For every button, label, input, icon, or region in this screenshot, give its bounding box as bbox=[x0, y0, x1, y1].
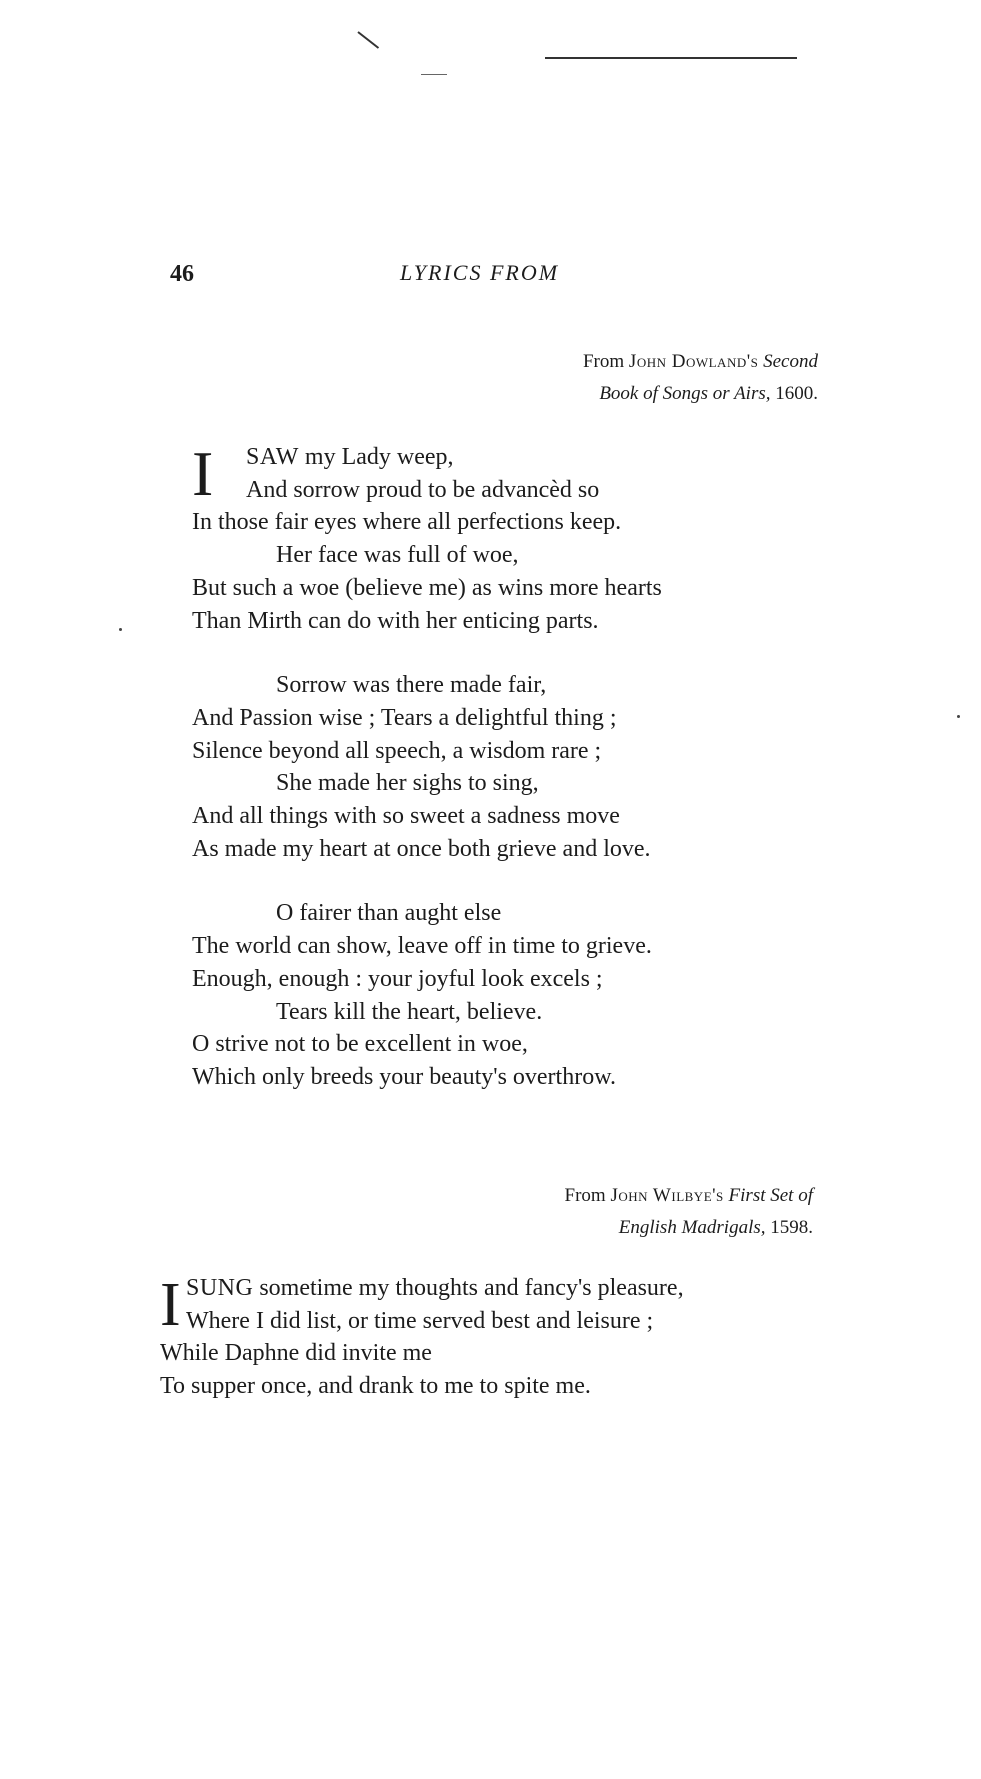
verse-line: O strive not to be excellent in woe, bbox=[192, 1031, 528, 1058]
verse-line: Which only breeds your beauty's overthrow. bbox=[192, 1063, 616, 1090]
verse-line: Where I did list, or time served best and leisure ; bbox=[186, 1307, 654, 1334]
first-word: SUNG bbox=[186, 1275, 254, 1301]
verse-line: Enough, enough : your joyful look excels ; bbox=[192, 965, 603, 992]
first-word: SAW bbox=[246, 444, 299, 470]
poem-dowland bbox=[192, 438, 662, 1126]
publication-year: 1600. bbox=[775, 383, 818, 404]
publication-year: 1598. bbox=[770, 1217, 813, 1238]
drop-cap: I bbox=[160, 1271, 181, 1339]
verse-line: As made my heart at once both grieve and love. bbox=[192, 835, 651, 862]
scan-dot bbox=[119, 628, 122, 631]
book-title: Second bbox=[763, 351, 818, 372]
scan-mark bbox=[421, 74, 447, 75]
running-head: LYRICS FROM bbox=[400, 260, 560, 285]
book-title: Book of Songs or Airs, bbox=[599, 383, 771, 404]
stanza bbox=[192, 669, 662, 865]
source-line-2 bbox=[565, 1212, 813, 1244]
source-line-2 bbox=[583, 378, 818, 410]
verse-line: O fairer than aught else bbox=[276, 900, 502, 927]
book-title: English Madrigals, bbox=[618, 1217, 766, 1238]
scan-rule bbox=[545, 57, 797, 59]
source-prefix: From bbox=[564, 1185, 611, 1206]
verse-line: Than Mirth can do with her enticing parts. bbox=[192, 607, 599, 634]
drop-cap: I bbox=[192, 438, 214, 509]
verse-line: Her face was full of woe, bbox=[276, 542, 519, 569]
scan-mark bbox=[357, 31, 379, 49]
verse-line: While Daphne did invite me bbox=[160, 1340, 432, 1367]
verse-line: Sorrow was there made fair, bbox=[276, 672, 547, 699]
verse-line: And sorrow proud to be advancèd so bbox=[246, 476, 600, 503]
source-attribution bbox=[583, 346, 818, 410]
first-line-text: my Lady weep, bbox=[298, 444, 454, 470]
first-line-text: sometime my thoughts and fancy's pleasure, bbox=[253, 1275, 684, 1301]
composer-name: John Dowland's bbox=[628, 351, 759, 372]
verse-line: And Passion wise ; Tears a delightful thing ; bbox=[192, 704, 617, 731]
source-line-1 bbox=[583, 346, 818, 378]
verse-line: Tears kill the heart, believe. bbox=[276, 998, 543, 1025]
verse-line: In those fair eyes where all perfections keep. bbox=[192, 509, 622, 536]
stanza bbox=[192, 897, 662, 1093]
verse-line: And all things with so sweet a sadness move bbox=[192, 803, 620, 830]
verse-line: To supper once, and drank to me to spite me. bbox=[160, 1373, 591, 1400]
verse-line: Silence beyond all speech, a wisdom rare ; bbox=[192, 737, 602, 764]
verse-line: She made her sighs to sing, bbox=[276, 770, 539, 797]
composer-name: John Wilbye's bbox=[610, 1185, 724, 1206]
scan-dot bbox=[957, 715, 960, 718]
book-title: First Set of bbox=[728, 1185, 813, 1206]
poem-wilbye bbox=[160, 1272, 684, 1435]
source-attribution bbox=[565, 1180, 813, 1244]
source-line-1 bbox=[565, 1180, 813, 1212]
verse-line: But such a woe (believe me) as wins more hearts bbox=[192, 574, 662, 601]
stanza bbox=[160, 1272, 684, 1403]
source-prefix: From bbox=[582, 351, 629, 372]
verse-line: The world can show, leave off in time to grieve. bbox=[192, 933, 652, 960]
stanza bbox=[192, 438, 662, 637]
page-number: 46 bbox=[170, 261, 194, 287]
